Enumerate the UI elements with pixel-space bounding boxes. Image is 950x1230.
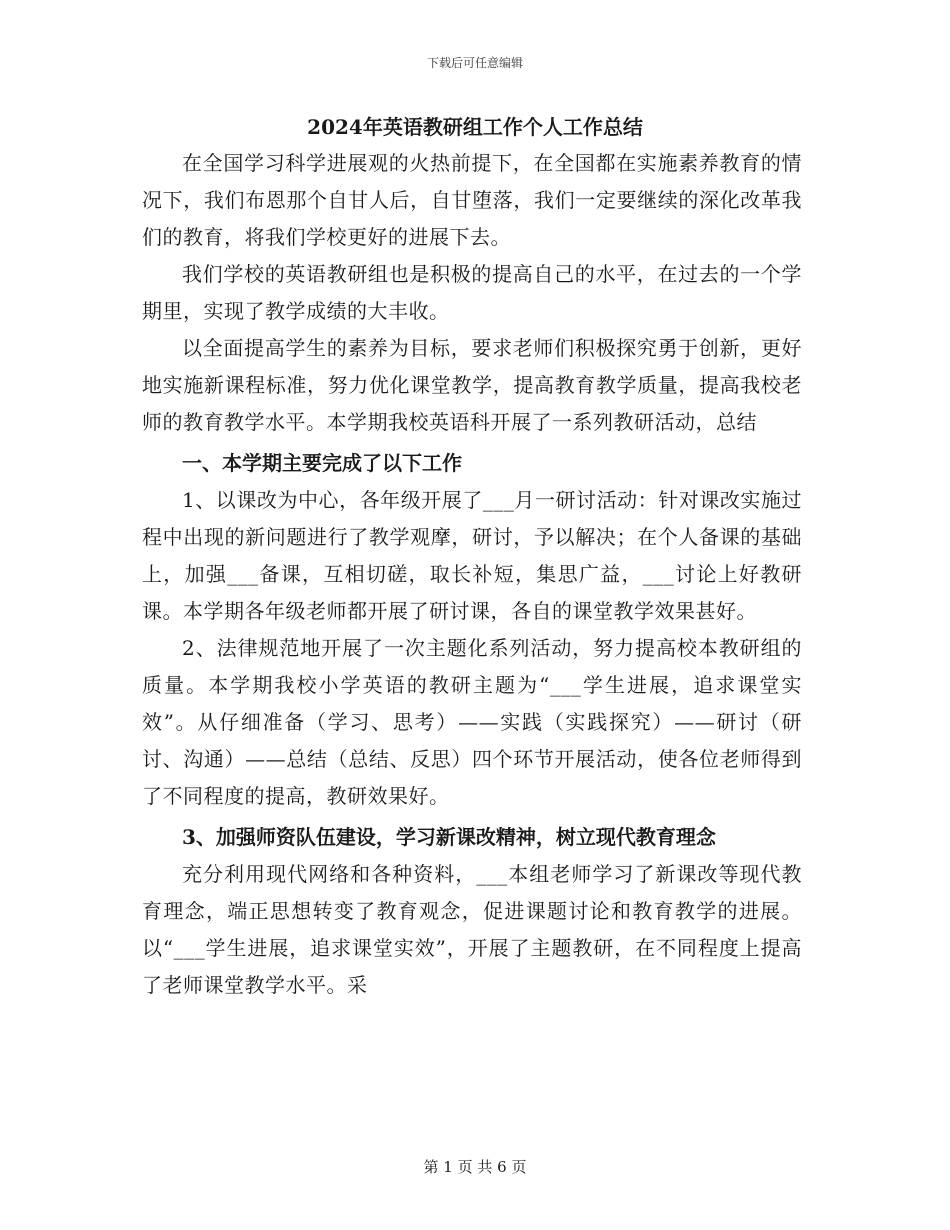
work-item-3: 充分利用现代网络和各种资料，___本组老师学习了新课改等现代教育理念，端正思想转变了教育观念，促进课题讨论和教育教学的进展。以“___学生进展，追求课堂实效”，开展了主题教研，在不同程度上提高了老师课堂教学水平。采 — [142, 862, 802, 997]
document-title: 2024年英语教研组工作个人工作总结 — [307, 115, 643, 139]
header-note: 下载后可任意编辑 — [426, 56, 523, 70]
intro-paragraph-3: 以全面提高学生的素养为目标，要求老师们积极探究勇于创新，更好地实施新课程标准，努力优化课堂教学，提高教育教学质量，提高我校老师的教育教学水平。本学期我校英语科开展了一系列教研活动，总结 — [142, 336, 802, 434]
section-heading-3: 3、加强师资队伍建设，学习新课改精神，树立现代教育理念 — [182, 825, 716, 849]
document-body — [142, 145, 802, 1004]
work-item-1: 1、以课改为中心，各年级开展了___月一研讨活动：针对课改实施过程中出现的新问题进行了教学观摩，研讨，予以解决；在个人备课的基础上，加强___备课，互相切磋，取长补短，集思广益，___讨论上好教研课。本学期各年级老师都开展了研讨课，各自的课堂教学效果甚好。 — [142, 488, 802, 623]
work-item-2: 2、法律规范地开展了一次主题化系列活动，努力提高校本教研组的质量。本学期我校小学英语的教研主题为“___学生进展，追求课堂实效”。从仔细准备（学习、思考）——实践（实践探究）——研讨（研讨、沟通）——总结（总结、反思）四个环节开展活动，使各位老师得到了不同程度的提高，教研效果好。 — [142, 636, 802, 808]
section-heading-1: 一、本学期主要完成了以下工作 — [182, 451, 462, 475]
page-indicator: 第 1 页 共 6 页 — [423, 1158, 527, 1176]
intro-paragraph-2: 我们学校的英语教研组也是积极的提高自己的水平，在过去的一个学期里，实现了教学成绩的大丰收。 — [142, 262, 802, 323]
intro-paragraph-1: 在全国学习科学进展观的火热前提下，在全国都在实施素养教育的情况下，我们布恩那个自甘人后，自甘堕落，我们一定要继续的深化改革我们的教育，将我们学校更好的进展下去。 — [142, 151, 802, 249]
